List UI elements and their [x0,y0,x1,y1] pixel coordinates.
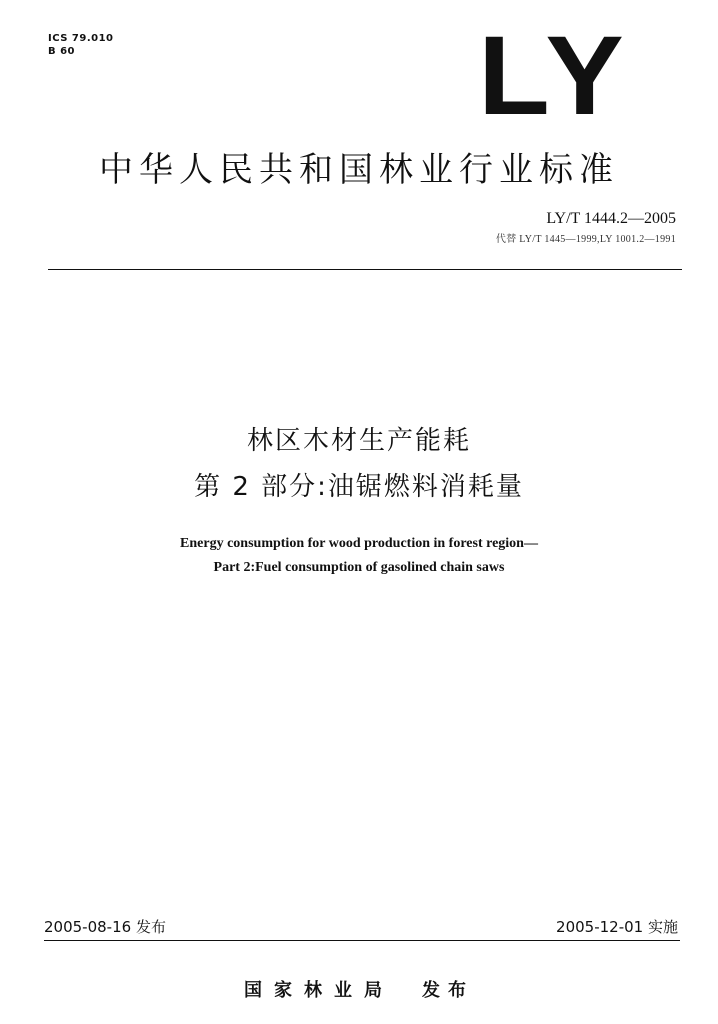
issue-action: 发布 [422,980,474,1001]
issuer-line [0,976,718,1002]
chinese-title-line-1: 林区木材生产能耗 [246,426,471,456]
ics-code: ICS 79.010 [48,33,114,44]
chinese-title-line-2: 第 2 部分:油锯燃料消耗量 [194,472,524,502]
standard-name: 中华人民共和国林业行业标准 [99,150,619,190]
classification-codes [48,32,114,58]
ly-logo: LY [478,13,631,138]
issue-date: 2005-08-16 发布 [44,918,166,936]
header-divider [48,269,682,270]
standard-code: LY/T 1444.2—2005 [546,210,676,227]
implementation-date: 2005-12-01 实施 [556,918,678,936]
replaces-note: 代替 LY/T 1445—1999,LY 1001.2—1991 [495,234,676,245]
footer-divider [44,940,680,941]
english-title-line-2: Part 2:Fuel consumption of gasolined chain saws [213,560,505,575]
ccs-code: B 60 [48,46,76,57]
english-title-line-1: Energy consumption for wood production in forest region— [180,536,538,551]
issuing-organization: 国家林业局 [244,980,394,1001]
